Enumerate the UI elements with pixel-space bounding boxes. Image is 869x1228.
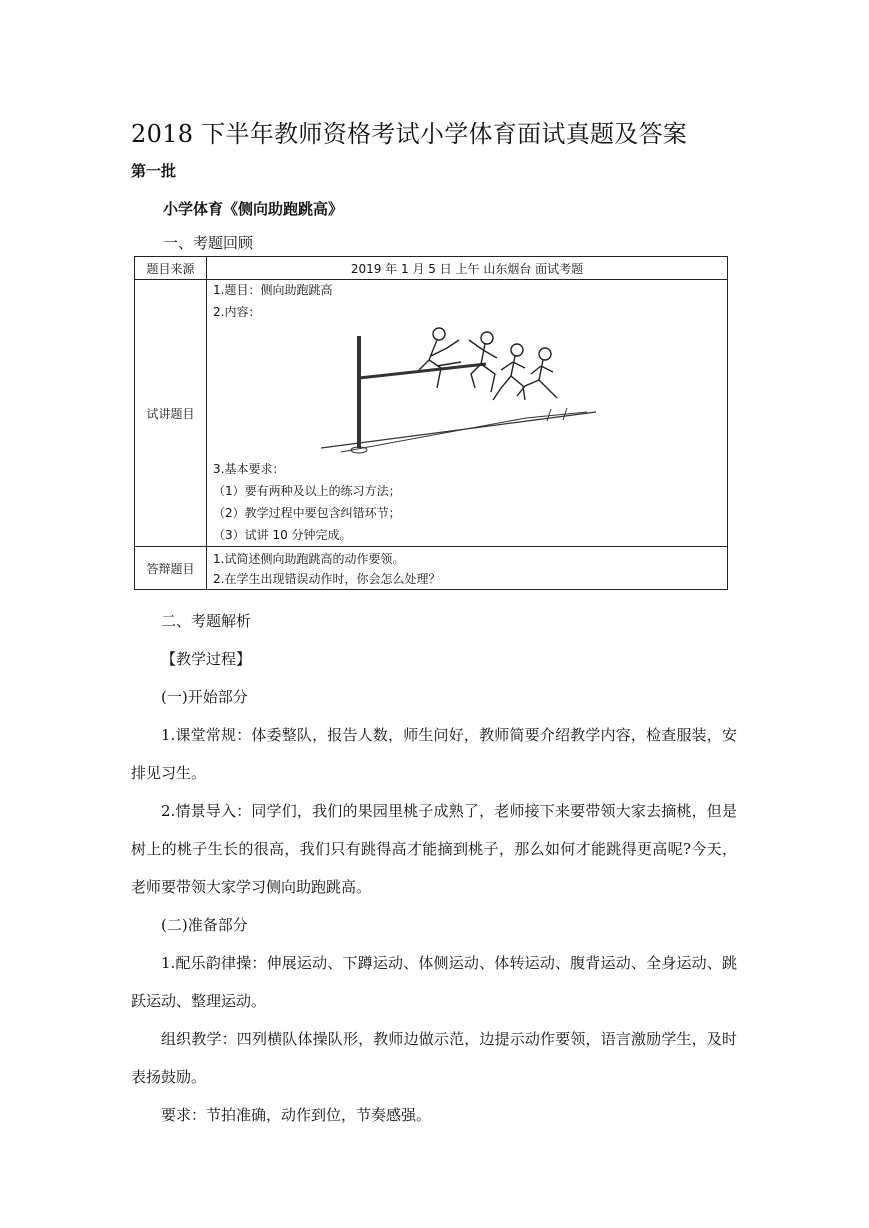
batch-heading: 第一批 [131,162,177,180]
defense-label: 答辩题目 [135,547,207,590]
table-row [135,547,728,590]
lecture-label: 试讲题目 [135,280,207,547]
table-row [135,280,728,547]
high-jump-illustration [311,326,601,456]
section-review-heading: 一、考题回顾 [163,234,254,252]
teaching-process-heading: 【教学过程】 [161,650,252,668]
subject-heading: 小学体育《侧向助跑跳高》 [163,200,344,218]
document-body [131,602,737,1134]
table-row [135,257,728,280]
paragraph: 要求：节拍准确，动作到位，节奏感强。 [161,1106,432,1124]
paragraph: 组织教学：四列横队体操队形，教师边做示范，边提示动作要领，语言激励学生，及时表扬鼓励。 [131,1030,737,1086]
paragraph: 1.配乐韵律操：伸展运动、下蹲运动、体侧运动、体转运动、腹背运动、全身运动、跳跃运动、整理运动。 [131,954,737,1010]
lecture-line: （1）要有两种及以上的练习方法； [213,484,401,498]
defense-line: 2.在学生出现错误动作时，你会怎么处理？ [213,572,441,586]
paragraph: 2.情景导入：同学们，我们的果园里桃子成熟了，老师接下来要带领大家去摘桃，但是树上的桃子生长的很高，我们只有跳得高才能摘到桃子，那么如何才能跳得更高呢?今天，老师要带领大家学习侧向助跑跳高。 [131,802,737,896]
lecture-line: （2）教学过程中要包含纠错环节； [213,506,401,520]
defense-content [207,547,728,590]
lecture-line: （3）试讲 10 分钟完成。 [213,528,352,542]
exam-table [134,256,728,590]
lecture-line: 3.基本要求： [213,462,285,476]
document-title: 2018 下半年教师资格考试小学体育面试真题及答案 [131,120,688,148]
defense-line: 1.试简述侧向助跑跳高的动作要领。 [213,552,405,566]
source-label: 题目来源 [135,257,207,280]
section-analysis-heading: 二、考题解析 [161,612,252,630]
part2-heading: (二)准备部分 [161,916,248,934]
lecture-content [207,280,728,547]
lecture-line: 1.题目：侧向助跑跳高 [213,283,333,297]
source-value: 2019 年 1 月 5 日 上午 山东烟台 面试考题 [207,257,728,280]
paragraph: 1.课堂常规：体委整队，报告人数，师生问好，教师简要介绍教学内容，检查服装，安排见习生。 [131,726,737,782]
lecture-line: 2.内容： [213,305,261,319]
part1-heading: (一)开始部分 [161,688,248,706]
